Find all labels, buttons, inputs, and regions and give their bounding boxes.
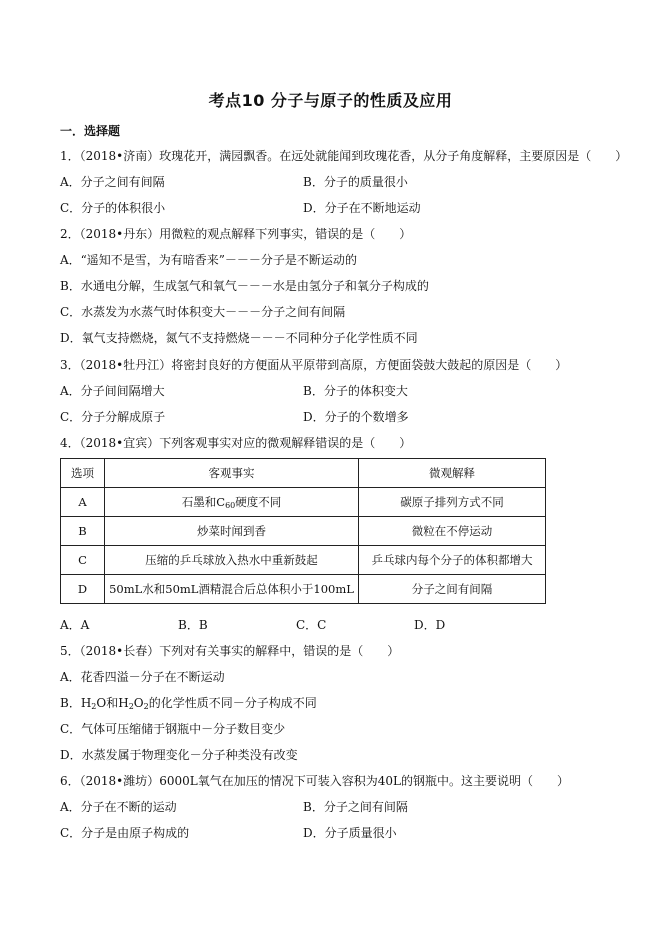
question-2-option-d: D．氧气支持燃烧，氮气不支持燃烧－－－不同种分子化学性质不同: [60, 331, 418, 345]
fact-subscript: 60: [225, 501, 236, 510]
question-4-option-d: D．D: [414, 618, 446, 632]
question-1-option-c: C．分子的体积很小: [60, 201, 166, 215]
table-row: [61, 488, 546, 517]
table-cell-option: C: [61, 546, 105, 575]
formula-text: O: [133, 696, 144, 710]
question-6-option-b: B．分子之间有间隔: [303, 800, 408, 814]
formula-text: 的化学性质不同－分子构成不同: [148, 696, 317, 710]
section-heading: 一．选择题: [60, 124, 121, 138]
table-cell-explanation: 乒乓球内每个分子的体积都增大: [359, 546, 546, 575]
question-2-option-c: C．水蒸发为水蒸气时体积变大－－－分子之间有间隔: [60, 305, 346, 319]
question-3-option-d: D．分子的个数增多: [303, 410, 409, 424]
question-1-option-b: B．分子的质量很小: [303, 175, 408, 189]
formula-subscript: 2: [91, 702, 97, 711]
question-6-stem: 6．（2018•潍坊）6000L氧气在加压的情况下可装入容积为40L的钢瓶中。这主要说明（ ）: [60, 774, 570, 788]
table-header-option: 选项: [61, 459, 105, 488]
formula-subscript: 2: [143, 702, 149, 711]
question-5-option-b: [60, 695, 317, 715]
question-5-option-d: D．水蒸发属于物理变化－分子种类没有改变: [60, 748, 298, 762]
question-1-option-d: D．分子在不断地运动: [303, 201, 421, 215]
formula-text: O和H: [96, 696, 129, 710]
question-3-option-a: A．分子间间隔增大: [60, 384, 165, 398]
fact-text: 石墨和C: [181, 495, 226, 509]
question-6-option-d: D．分子质量很小: [303, 826, 397, 840]
question-3-option-c: C．分子分解成原子: [60, 410, 166, 424]
question-4-option-a: A．A: [60, 618, 90, 632]
table-cell-explanation: 分子之间有间隔: [359, 575, 546, 604]
question-3-stem: 3．（2018•牡丹江）将密封良好的方便面从平原带到高原，方便面袋鼓大鼓起的原因是（ ）: [60, 358, 568, 372]
formula-subscript: 2: [128, 702, 134, 711]
table-cell-fact: 炒菜时闻到香: [105, 517, 359, 546]
question-2-stem: 2．（2018•丹东）用微粒的观点解释下列事实，错误的是（ ）: [60, 227, 412, 241]
question-5-option-c: C．气体可压缩储于钢瓶中－分子数目变少: [60, 722, 286, 736]
table-cell-fact: [105, 488, 359, 517]
question-4-stem: 4．（2018•宜宾）下列客观事实对应的微观解释错误的是（ ）: [60, 436, 412, 450]
question-3-option-b: B．分子的体积变大: [303, 384, 408, 398]
question-1-stem: 1．（2018•济南）玫瑰花开，满园飘香。在远处就能闻到玫瑰花香，从分子角度解释，主要原因是（ ）: [60, 149, 628, 163]
question-2-option-a: A．“遥知不是雪，为有暗香来”－－－分子是不断运动的: [60, 253, 357, 267]
table-cell-fact: 压缩的乒乓球放入热水中重新鼓起: [105, 546, 359, 575]
table-row: [61, 517, 546, 546]
table-header-explanation: 微观解释: [359, 459, 546, 488]
question-6-option-a: A．分子在不断的运动: [60, 800, 177, 814]
question-2-option-b: B．水通电分解，生成氢气和氧气－－－水是由氢分子和氧分子构成的: [60, 279, 429, 293]
question-5-option-a: A．花香四溢－分子在不断运动: [60, 670, 225, 684]
table-row: [61, 575, 546, 604]
table-row: [61, 546, 546, 575]
formula-text: B．H: [60, 696, 92, 710]
table-cell-explanation: 微粒在不停运动: [359, 517, 546, 546]
table-cell-option: A: [61, 488, 105, 517]
question-6-option-c: C．分子是由原子构成的: [60, 826, 190, 840]
table-cell-explanation: 碳原子排列方式不同: [359, 488, 546, 517]
question-1-option-a: A．分子之间有间隔: [60, 175, 165, 189]
question-4-table: [60, 458, 546, 604]
table-cell-option: D: [61, 575, 105, 604]
table-header-fact: 客观事实: [105, 459, 359, 488]
fact-text-tail: 硬度不同: [235, 495, 282, 509]
table-header-row: [61, 459, 546, 488]
question-5-stem: 5．（2018•长春）下列对有关事实的解释中，错误的是（ ）: [60, 644, 400, 658]
page-title: 考点10 分子与原子的性质及应用: [208, 91, 453, 110]
table-cell-fact: 50mL水和50mL酒精混合后总体积小于100mL: [105, 575, 359, 604]
question-4-option-b: B．B: [178, 618, 208, 632]
question-4-option-c: C．C: [296, 618, 327, 632]
table-cell-option: B: [61, 517, 105, 546]
